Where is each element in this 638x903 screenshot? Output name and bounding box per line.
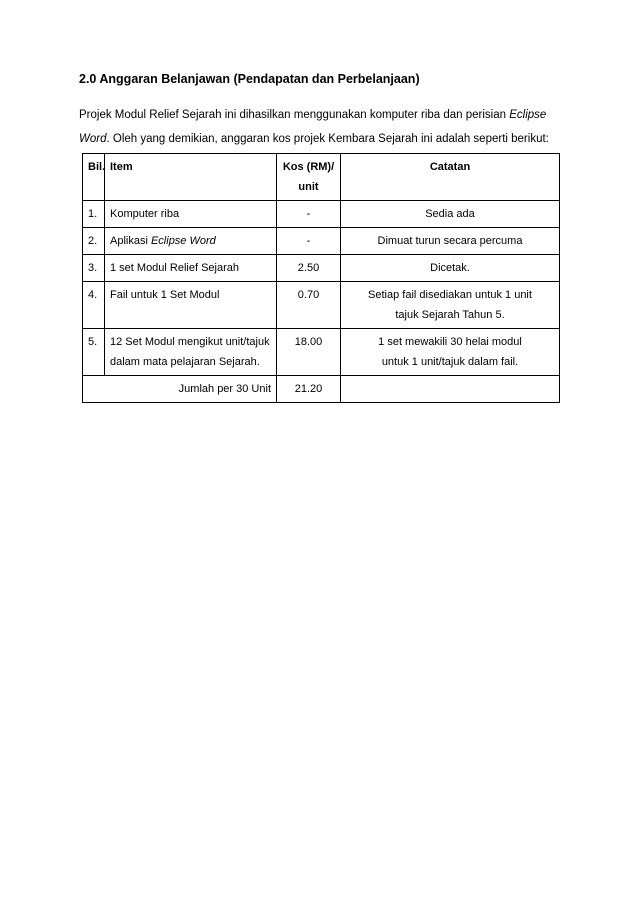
intro-paragraph: [79, 103, 565, 151]
table-row: [83, 282, 560, 329]
section-heading: 2.0 Anggaran Belanjawan (Pendapatan dan Perbelanjaan): [79, 72, 420, 86]
cell-catatan: [341, 329, 560, 376]
cell-item: [105, 228, 277, 255]
table-row: [83, 255, 560, 282]
paragraph-italic: Eclipse: [509, 109, 547, 121]
cell-item-prefix: Aplikasi: [110, 235, 151, 247]
cell-kos: 2.50: [277, 255, 341, 282]
cell-bil: 1.: [83, 201, 105, 228]
header-kos-line2: unit: [298, 181, 319, 193]
cell-item: Komputer riba: [105, 201, 277, 228]
paragraph-line-2: [79, 127, 565, 151]
total-catatan: [341, 376, 560, 403]
cell-item: [105, 329, 277, 376]
cell-catatan: [341, 282, 560, 329]
cell-item-line2: dalam mata pelajaran Sejarah.: [110, 356, 260, 368]
paragraph-line-1: [79, 103, 565, 127]
table-row: [83, 228, 560, 255]
header-kos: [277, 154, 341, 201]
cell-item-italic: Eclipse Word: [150, 235, 216, 247]
cell-catatan-line2: untuk 1 unit/tajuk dalam fail.: [381, 356, 519, 368]
paragraph-text: Projek Modul Relief Sejarah ini dihasilkan menggunakan komputer riba dan perisian: [79, 109, 510, 121]
cell-catatan-line1: Setiap fail disediakan untuk 1 unit: [368, 289, 532, 301]
table-row: [83, 329, 560, 376]
cell-catatan-line2: tajuk Sejarah Tahun 5.: [395, 309, 505, 321]
cell-bil: 5.: [83, 329, 105, 376]
table-total-row: [83, 376, 560, 403]
cell-item: 1 set Modul Relief Sejarah: [105, 255, 277, 282]
cell-bil: 4.: [83, 282, 105, 329]
cell-catatan: Sedia ada: [341, 201, 560, 228]
table-row: [83, 201, 560, 228]
header-kos-line1: Kos (RM)/: [282, 161, 335, 173]
cell-kos: 18.00: [277, 329, 341, 376]
cell-catatan: Dimuat turun secara percuma: [341, 228, 560, 255]
cell-kos: -: [277, 228, 341, 255]
cell-kos: 0.70: [277, 282, 341, 329]
cell-bil: 3.: [83, 255, 105, 282]
total-kos: 21.20: [277, 376, 341, 403]
header-bil: Bil.: [83, 154, 105, 201]
cell-item-line1: 12 Set Modul mengikut unit/tajuk: [110, 336, 270, 348]
cell-item: Fail untuk 1 Set Modul: [105, 282, 277, 329]
cell-catatan: Dicetak.: [341, 255, 560, 282]
paragraph-text: . Oleh yang demikian, anggaran kos projek Kembara Sejarah ini adalah seperti berikut:: [106, 133, 549, 145]
cell-kos: -: [277, 201, 341, 228]
budget-table: [82, 153, 560, 403]
cell-catatan-line1: 1 set mewakili 30 helai modul: [378, 336, 522, 348]
cell-bil: 2.: [83, 228, 105, 255]
table-header-row: [83, 154, 560, 201]
total-label: Jumlah per 30 Unit: [83, 376, 277, 403]
header-item: Item: [105, 154, 277, 201]
paragraph-italic: Word: [79, 133, 107, 145]
header-catatan: Catatan: [341, 154, 560, 201]
